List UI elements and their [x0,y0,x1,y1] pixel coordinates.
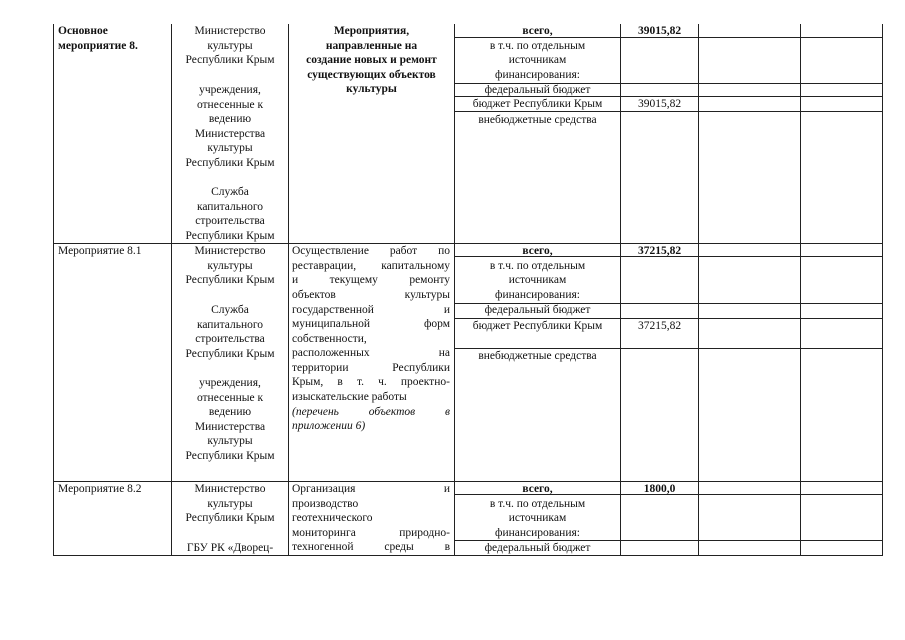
fin-incl-line: источникам [508,274,567,286]
executor-line: отнесенные к [196,392,264,404]
fin-total-label: всего, [522,483,553,495]
description-line [292,361,450,376]
fin-federal-label: федеральный бюджет [484,84,591,96]
row-name-line: Основное [58,25,108,37]
executor-line: учреждения, [199,84,261,96]
word: природно- [399,527,450,539]
word: ч. [378,376,387,388]
description-line [292,540,450,555]
description-line [292,244,450,259]
row-name-line: мероприятие 8. [58,40,138,52]
word: работ [389,245,418,257]
executor-line: Республики Крым [185,54,275,66]
executor-line: культуры [207,142,253,154]
executor-line: Республики Крым [185,348,275,360]
description-line: геотехнического [292,512,373,524]
fin-regional-label: бюджет Республики Крым [472,98,603,110]
executor-line: Министерства [194,128,266,140]
fin-federal-label: федеральный бюджет [484,304,591,316]
executor-line: культуры [207,260,253,272]
word: капитальному [381,260,450,272]
regional-value: 39015,82 [637,98,682,110]
executor-line: культуры [207,498,253,510]
fin-federal-label: федеральный бюджет [484,542,591,554]
column-divider [800,24,801,556]
fin-incl-line: финансирования: [495,289,580,301]
word: реставрации, [292,260,357,272]
description-line: изыскательские работы [292,391,407,403]
executor-line: капитального [196,201,264,213]
total-value: 37215,82 [637,245,682,257]
description-line [292,273,450,288]
description-note-line [292,405,450,420]
executor-line: Служба [211,304,249,316]
word: Осуществление [292,245,369,257]
executor-line: строительства [195,333,265,345]
description-note-line: приложении 6) [292,420,366,432]
column-divider [288,24,289,556]
word: в [444,541,450,553]
word: расположенных [292,347,370,359]
column-divider [698,24,699,556]
description-line: создание новых и ремонт [306,54,437,66]
word: в [445,406,450,418]
word: проектно- [400,376,450,388]
fin-incl-line: финансирования: [495,527,580,539]
executor-line: культуры [207,435,253,447]
description-line [292,375,450,390]
word: среды [384,541,414,553]
executor-line: Служба [211,186,249,198]
word: Республики [392,362,450,374]
executor-line: Республики Крым [185,512,275,524]
description-line [292,482,450,497]
word: (перечень [292,406,339,418]
total-value: 39015,82 [637,25,682,37]
word: по [438,245,450,257]
executor-line: Министерство [194,483,266,495]
description-line: существующих объектов [307,69,436,81]
word: ремонту [409,274,450,286]
row-name-line: Мероприятие 8.2 [58,483,142,495]
executor-line: отнесенные к [196,99,264,111]
word: т. [356,376,364,388]
row-name-line: Мероприятие 8.1 [58,245,142,257]
executor-line: Республики Крым [185,157,275,169]
executor-line: строительства [195,215,265,227]
word: государственной [292,304,374,316]
word: культуры [404,289,450,301]
description-line: Мероприятия, [333,25,410,37]
executor-line: Министерства [194,421,266,433]
executor-line: культуры [207,40,253,52]
fin-incl-line: в т.ч. по отдельным [489,260,586,272]
word: и [443,483,450,495]
word: муниципальной [292,318,371,330]
description-line [292,288,450,303]
executor-line: учреждения, [199,377,261,389]
executor-line: ГБУ РК «Дворец- [186,542,274,554]
fin-incl-line: в т.ч. по отдельным [489,498,586,510]
executor-line: Республики Крым [185,274,275,286]
word: мониторинга [292,527,356,539]
word: и [292,274,299,286]
word: форм [423,318,450,330]
description-line [292,259,450,274]
fin-incl-line: источникам [508,54,567,66]
executor-line: Республики Крым [185,450,275,462]
executor-line: Республики Крым [185,230,275,242]
fin-total-label: всего, [522,245,553,257]
executor-line: Министерство [194,25,266,37]
executor-line: ведению [208,113,252,125]
fin-extra-label: внебюджетные средства [478,350,597,362]
fin-regional-label: бюджет Республики Крым [472,320,603,332]
total-value: 1800,0 [643,483,676,495]
fin-incl-line: финансирования: [495,69,580,81]
word: объектов [292,289,336,301]
word: техногенной [292,541,354,553]
table-border-left [53,24,54,556]
description-line: производство [292,498,359,510]
description-line: собственности, [292,333,367,345]
word: и [443,304,450,316]
description-line [292,317,450,332]
word: на [438,347,450,359]
word: в [337,376,343,388]
table-border-right [882,24,883,556]
description-line [292,346,450,361]
description-line [292,303,450,318]
description-line: направленные на [325,40,418,52]
fin-incl-line: в т.ч. по отдельным [489,40,586,52]
word: Организация [292,483,356,495]
description-line: культуры [346,83,397,95]
word: Крым, [292,376,324,388]
description-line [292,526,450,541]
fin-total-label: всего, [522,25,553,37]
fin-extra-label: внебюджетные средства [478,114,597,126]
executor-line: капитального [196,319,264,331]
regional-value: 37215,82 [637,320,682,332]
word: территории [292,362,349,374]
fin-incl-line: источникам [508,512,567,524]
word: текущему [329,274,378,286]
executor-line: Министерство [194,245,266,257]
word: объектов [368,406,416,418]
executor-line: ведению [208,406,252,418]
